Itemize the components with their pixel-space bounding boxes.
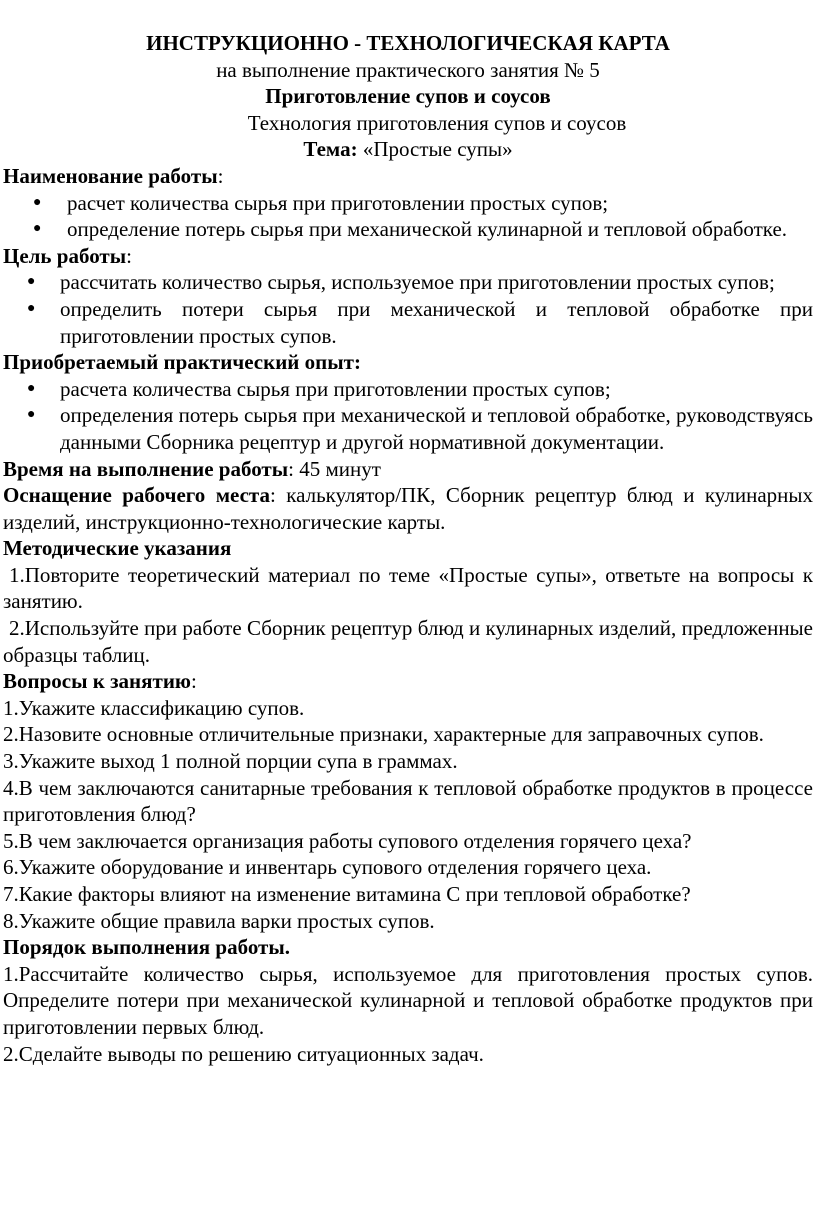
question-item: 2.Назовите основные отличительные признаки, характерные для заправочных супов. (3, 722, 764, 747)
goal-label: Цель работы (3, 243, 127, 268)
methodical-item: 2.Используйте при работе Сборник рецептур блюд и кулинарных изделий, предложенные образцы таблиц. (3, 616, 813, 667)
time-line (3, 456, 813, 483)
procedure-heading: Порядок выполнения работы. (3, 935, 291, 960)
experience-heading: Приобретаемый практический опыт: (3, 350, 361, 375)
questions-label: Вопросы к занятию (3, 669, 191, 694)
list-item: ● определения потерь сырья при механической и тепловой обработке, руководствуясь данными Сборника рецептур и другой нормативной документации. (3, 402, 813, 455)
topic-line (3, 136, 813, 163)
question-item: 5.В чем заключается организация работы супового отделения горячего цеха? (3, 828, 692, 853)
document-subtitle: на выполнение практического занятия № 5 (216, 57, 600, 82)
methodical-heading: Методические указания (3, 536, 232, 561)
equipment-line (3, 482, 813, 535)
list-item: ● определение потерь сырья при механической кулинарной и тепловой обработке. (3, 216, 813, 243)
work-name-label: Наименование работы (3, 163, 218, 188)
goal-heading: Цель работы: (3, 243, 132, 268)
time-label: Время на выполнение работы (3, 456, 289, 481)
list-item: ● рассчитать количество сырья, используемое при приготовлении простых супов; (3, 269, 813, 296)
time-value: : 45 минут (288, 456, 381, 481)
section-title: Приготовление супов и соусов (265, 84, 551, 109)
question-item: 6.Укажите оборудование и инвентарь супового отделения горячего цеха. (3, 855, 652, 880)
equipment-value: : калькулятор/ПК, Сборник рецептур блюд и кулинарных изделий, инструкционно-технологические карты. (3, 483, 814, 534)
methodical-item: 1.Повторите теоретический материал по теме «Простые супы», ответьте на вопросы к занятию. (3, 562, 813, 614)
question-item: 8.Укажите общие правила варки простых супов. (3, 908, 435, 933)
topic-value: «Простые супы» (357, 137, 513, 162)
procedure-item: 2.Сделайте выводы по решению ситуационных задач. (3, 1041, 484, 1066)
topic-label: Тема: (303, 137, 358, 162)
question-item: 7.Какие факторы влияют на изменение витамина С при тепловой обработке? (3, 882, 691, 906)
list-item: ● расчета количества сырья при приготовлении простых супов; (3, 376, 813, 403)
question-item: 3.Укажите выход 1 полной порции супа в граммах. (3, 749, 458, 774)
technology-line: Технология приготовления супов и соусов (247, 110, 627, 135)
experience-list (3, 376, 813, 456)
work-name-heading: Наименование работы: (3, 163, 224, 188)
questions-heading: Вопросы к занятию: (3, 669, 197, 694)
work-name-list (3, 190, 813, 243)
equipment-label: Оснащение рабочего места (3, 483, 270, 508)
list-item: ● определить потери сырья при механической и тепловой обработке при приготовлении простых супов. (3, 296, 813, 349)
question-item: 1.Укажите классификацию супов. (3, 695, 305, 720)
procedure-item: 1.Рассчитайте количество сырья, используемое для приготовления простых супов. Определите потери при механической кулинарной и тепловой обработке продуктов при приготовлении первых блюд. (3, 961, 813, 1039)
document-title: ИНСТРУКЦИОННО - ТЕХНОЛОГИЧЕСКАЯ КАРТА (146, 31, 670, 55)
question-item: 4.В чем заключаются санитарные требования к тепловой обработке продуктов в процессе приготовления блюд? (3, 775, 813, 827)
goal-list (3, 269, 813, 349)
list-item: ● расчет количества сырья при приготовлении простых супов; (3, 190, 813, 217)
